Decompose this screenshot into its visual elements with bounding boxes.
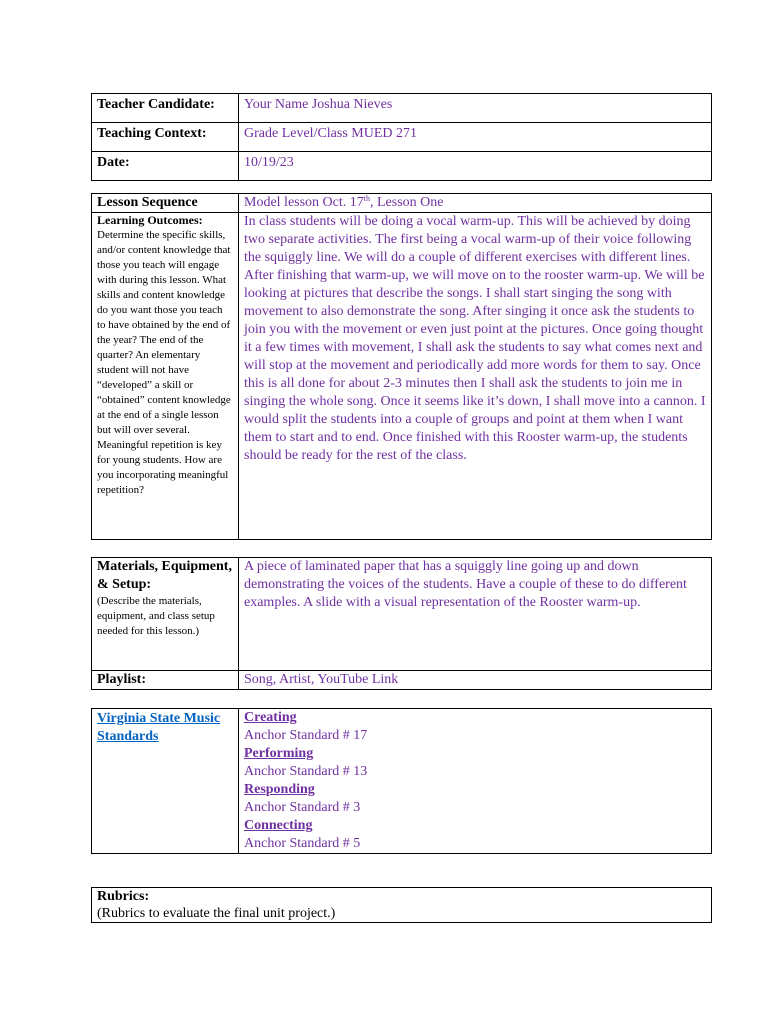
rubrics-label: Rubrics: <box>97 889 150 904</box>
playlist-label: Playlist: <box>92 671 239 690</box>
standards-label-cell <box>92 709 239 854</box>
context-value: Grade Level/Class MUED 271 <box>239 123 712 152</box>
materials-help: (Describe the materials, equipment, and class setup needed for this lesson.) <box>97 595 215 637</box>
standard-anchor-connecting: Anchor Standard # 5 <box>244 836 361 851</box>
sequence-value-sup: th <box>363 194 370 203</box>
outcomes-row <box>92 213 712 540</box>
context-row <box>92 123 712 152</box>
lesson-table <box>91 193 712 540</box>
playlist-value: Song, Artist, YouTube Link <box>239 671 712 690</box>
standards-table <box>91 708 712 854</box>
standards-row <box>92 709 712 854</box>
standard-heading-connecting[interactable]: Connecting <box>244 818 313 833</box>
materials-cell <box>92 558 239 671</box>
outcomes-label: Learning Outcomes: <box>97 213 203 227</box>
standard-anchor-creating: Anchor Standard # 17 <box>244 728 368 743</box>
teacher-value: Your Name Joshua Nieves <box>239 94 712 123</box>
teacher-row <box>92 94 712 123</box>
sequence-value <box>239 194 712 213</box>
date-label: Date: <box>92 152 239 181</box>
rubrics-cell <box>92 888 712 923</box>
rubrics-row <box>92 888 712 923</box>
sequence-value-post: , Lesson One <box>370 195 444 210</box>
standard-heading-creating[interactable]: Creating <box>244 710 297 725</box>
standard-heading-performing[interactable]: Performing <box>244 746 314 761</box>
materials-row <box>92 558 712 671</box>
rubrics-text: (Rubrics to evaluate the final unit project.) <box>97 906 336 921</box>
teacher-label: Teacher Candidate: <box>92 94 239 123</box>
outcomes-help: Determine the specific skills, and/or content knowledge that those you teach will engage with during this lesson. What skills and content knowledge do you want those you teach to have obtained by the end of the year? The end of the quarter? An elementary student will not have “developed” a skill or “obtained” content knowledge at the end of a single lesson but will over several. Meaningful repetition is key for young students. How are you incorporating meaningful repetition? <box>97 229 231 496</box>
context-label: Teaching Context: <box>92 123 239 152</box>
playlist-row <box>92 671 712 690</box>
standards-link[interactable]: Virginia State Music Standards <box>97 711 221 744</box>
standard-heading-responding[interactable]: Responding <box>244 782 315 797</box>
standard-anchor-responding: Anchor Standard # 3 <box>244 800 361 815</box>
header-table <box>91 93 712 181</box>
outcomes-cell <box>92 213 239 540</box>
sequence-value-pre: Model lesson Oct. 17 <box>244 195 364 210</box>
sequence-label: Lesson Sequence <box>92 194 239 213</box>
materials-label: Materials, Equipment, & Setup: <box>97 559 232 592</box>
rubrics-table <box>91 887 712 923</box>
standard-anchor-performing: Anchor Standard # 13 <box>244 764 368 779</box>
date-row <box>92 152 712 181</box>
sequence-row <box>92 194 712 213</box>
materials-table <box>91 557 712 690</box>
materials-text: A piece of laminated paper that has a squiggly line going up and down demonstrating the voices of the students. Have a couple of these to do different examples. A slide with a visual representation of the Rooster warm-up. <box>239 558 712 671</box>
date-value: 10/19/23 <box>239 152 712 181</box>
standards-list <box>239 709 712 854</box>
outcomes-text: In class students will be doing a vocal warm-up. This will be achieved by doing two separate activities. The first being a vocal warm-up of their voice following the squiggly line. We will do a couple of different exercises with different lines. After finishing that warm-up, we will move on to the rooster warm-up. We will be looking at pictures that describe the songs. I shall start singing the song with movement to also demonstrate the song. After singing it once ask the students to join you with the movement or even just point at the pictures. Once going thought it a few times with movement, I shall ask the students to say what comes next and will stop at the movement and periodically add more words for them to say. Once this is all done for about 2-3 minutes then I shall ask the students to join me in singing the whole song. Once it seems like it’s down, I shall move into a cannon. I would split the students into a couple of groups and point at them when I want them to start and to end. Once finished with this Rooster warm-up, the students should be ready for the rest of the class. <box>239 213 712 540</box>
